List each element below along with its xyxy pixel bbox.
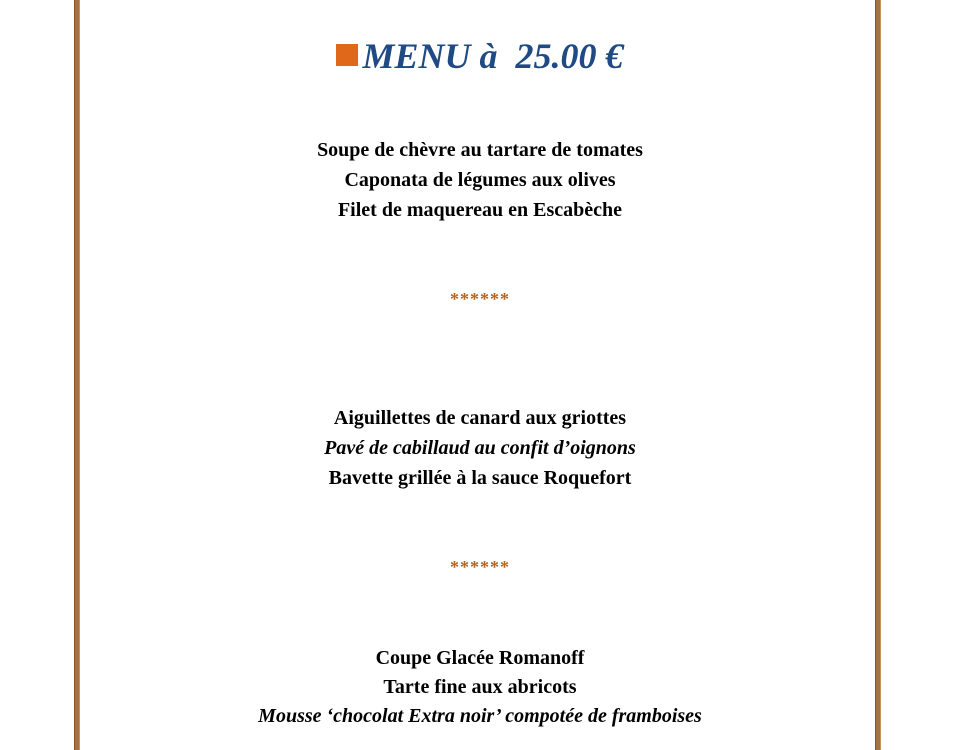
orange-square-icon xyxy=(336,44,358,66)
menu-title-text: MENU à 25.00 € xyxy=(362,36,624,76)
main-item: Pavé de cabillaud au confit d’oignons xyxy=(324,437,636,459)
starter-item: Filet de maquereau en Escabèche xyxy=(337,199,623,221)
page-border-left xyxy=(75,0,79,750)
starter-item: Soupe de chèvre au tartare de tomates xyxy=(317,139,643,161)
menu-title xyxy=(0,34,960,78)
course-separator: ****** xyxy=(450,289,510,309)
course-separator: ****** xyxy=(450,557,510,577)
main-item: Bavette grillée à la sauce Roquefort xyxy=(328,467,632,489)
dessert-item: Coupe Glacée Romanoff xyxy=(375,647,585,669)
main-item: Aiguillettes de canard aux griottes xyxy=(333,407,627,429)
dessert-item: Tarte fine aux abricots xyxy=(383,676,577,698)
starter-item: Caponata de légumes aux olives xyxy=(344,169,616,191)
dessert-item: Mousse ‘chocolat Extra noir’ compotée de framboises xyxy=(258,705,702,727)
page-border-right xyxy=(876,0,880,750)
